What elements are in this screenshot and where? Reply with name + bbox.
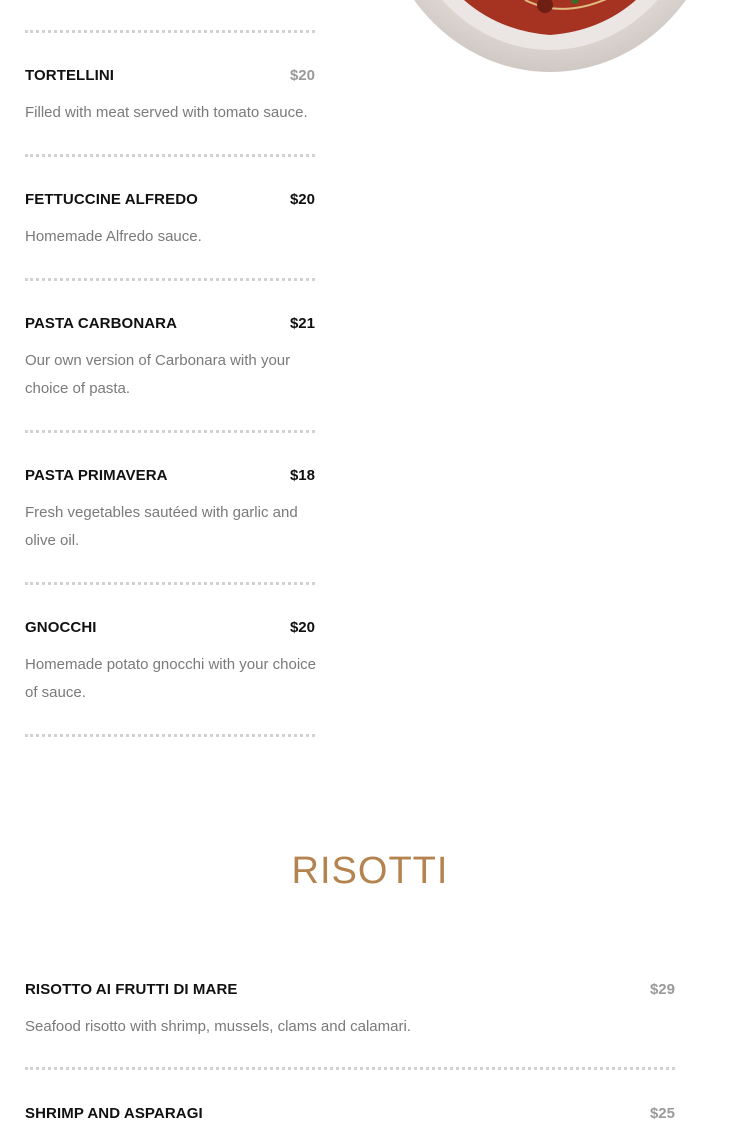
menu-item-description: Our own version of Carbonara with your choice of pasta.	[25, 352, 291, 397]
menu-item-description: Fresh vegetables sautéed with garlic and olive oil.	[25, 504, 298, 549]
menu-item-description: Homemade potato gnocchi with your choice of sauce.	[25, 656, 316, 701]
menu-item-price: $21	[289, 315, 315, 332]
menu-item-name: GNOCCHI	[25, 619, 97, 636]
menu-item-description: Filled with meat served with tomato sauce.	[25, 104, 308, 121]
menu-item-price: $25	[649, 1105, 675, 1122]
menu-item-name: RISOTTO AI FRUTTI DI MARE	[25, 981, 238, 998]
menu-item-price: $20	[289, 191, 315, 208]
divider	[25, 430, 315, 433]
divider	[25, 154, 315, 157]
menu-item-name: PASTA PRIMAVERA	[25, 467, 168, 484]
menu-item-description: Seafood risotto with shrimp, mussels, clams and calamari.	[25, 1018, 411, 1035]
menu-item-price: $20	[289, 67, 315, 84]
menu-item-price: $29	[649, 981, 675, 998]
menu-item-name: SHRIMP AND ASPARAGI	[25, 1105, 203, 1122]
menu-item-name: FETTUCCINE ALFREDO	[25, 191, 198, 208]
divider	[25, 582, 315, 585]
menu-item-price: $20	[289, 619, 315, 636]
divider	[25, 734, 315, 737]
menu-item-price: $18	[289, 467, 315, 484]
pasta-dish-image	[375, 0, 725, 72]
menu-item-description: Homemade Alfredo sauce.	[25, 228, 202, 245]
divider	[25, 30, 315, 33]
divider	[25, 1067, 675, 1070]
divider	[25, 278, 315, 281]
menu-item-name: PASTA CARBONARA	[25, 315, 178, 332]
menu-item-name: TORTELLINI	[25, 67, 115, 84]
section-title-risotti: RISOTTI	[291, 850, 449, 892]
